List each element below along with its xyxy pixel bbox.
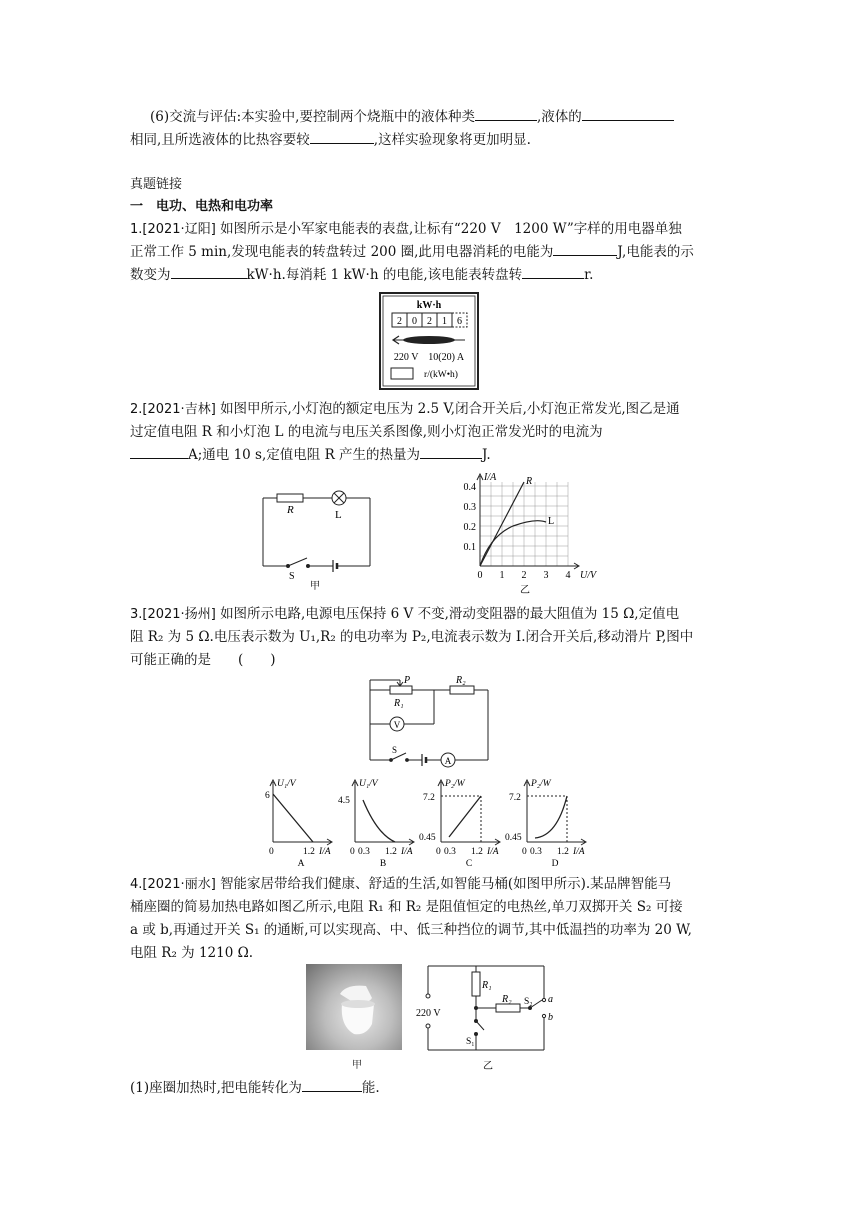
svg-text:2: 2 [521,570,527,581]
meter-rating: 220 V 10(20) A [393,352,465,363]
voltage-label: 220 V [416,1008,441,1019]
svg-text:S₂: S₂ [524,997,533,1007]
problem-4-q1: (1)座圈加热时,把电能转化为 能. [130,1077,730,1099]
figure-caption: 甲 [310,581,320,590]
problem-1-tag: 1.[2021·辽阳] [130,222,216,237]
ammeter-icon: A [444,756,452,766]
svg-text:7.2: 7.2 [509,793,521,803]
problem-3-line1: 3.[2021·扬州] 如图所示电路,电源电压保持 6 V 不变,滑动变阻器的最大阻值为 15 Ω,定值电 [130,606,680,622]
svg-text:0.1: 0.1 [463,542,476,553]
answer-blank[interactable] [475,106,537,121]
svg-text:P: P [404,675,411,686]
svg-text:0.45: 0.45 [505,833,522,843]
problem-2-line2: 过定值电阻 R 和小灯泡 L 的电流与电压关系图像,则小灯泡正常发光时的电流为 [130,424,603,440]
svg-text:b: b [548,1012,553,1023]
problem-1-line3: 数变为 kW·h.每消耗 1 kW·h 的电能,该电能表转盘转 r. [130,264,730,286]
svg-text:R₂: R₂ [502,994,512,1005]
problem-2-tag: 2.[2021·吉林] [130,402,216,417]
option-c-graph [419,779,500,868]
svg-text:3: 3 [543,570,549,581]
p3-option-graphs [255,776,600,868]
svg-text:D: D [551,859,559,868]
smart-toilet-photo [306,964,402,1050]
section-subtitle: 一 电功、电热和电功率 [130,199,274,214]
svg-text:U/V: U/V [580,570,597,581]
svg-text:1.2: 1.2 [471,847,483,857]
svg-text:a: a [548,994,553,1005]
option-a-graph [265,779,332,868]
svg-text:S: S [392,745,398,755]
problem-3-line2: 阻 R₂ 为 5 Ω.电压表示数为 U₁,R₂ 的电功率为 P₂,电流表示数为 I.闭合开关后,移动滑片 P,图中 [130,629,694,645]
svg-text:0.4: 0.4 [463,482,476,493]
svg-text:1.2: 1.2 [303,847,315,857]
figure-caption: 乙 [520,585,530,596]
figure-caption: 甲 [352,1060,362,1071]
svg-text:A: A [297,859,305,868]
problem-4-tag: 4.[2021·丽水] [130,877,216,892]
answer-blank[interactable] [171,264,247,279]
svg-text:0: 0 [477,570,483,581]
problem-3-line3: 可能正确的是 ( ) [130,652,276,668]
svg-text:2: 2 [427,316,432,327]
answer-blank[interactable] [582,106,674,121]
svg-text:0.45: 0.45 [419,833,436,843]
toilet-icon [306,964,402,1050]
answer-blank[interactable] [310,129,374,144]
circuit-figure-p3 [364,674,494,774]
svg-text:0: 0 [350,847,355,857]
svg-text:0.3: 0.3 [463,502,476,513]
svg-text:S₁: S₁ [466,1037,475,1047]
problem-3-tag: 3.[2021·扬州] [130,607,216,622]
svg-text:1: 1 [499,570,505,581]
svg-text:4: 4 [565,570,571,581]
svg-text:I/A: I/A [487,847,499,857]
lamp-label: L [335,509,342,521]
svg-text:1.2: 1.2 [557,847,569,857]
problem-2-line3: A;通电 10 s,定值电阻 R 产生的热量为 J. [130,444,730,466]
problem-4-line4: 电阻 R₂ 为 1210 Ω. [130,945,254,961]
svg-text:P₂/W: P₂/W [531,779,551,789]
svg-text:2: 2 [397,316,402,327]
answer-blank[interactable] [420,444,482,459]
svg-text:R₁: R₁ [482,980,492,991]
svg-text:C: C [465,859,473,868]
answer-blank[interactable] [130,444,188,459]
svg-text:0: 0 [412,316,417,327]
svg-text:U₁/V: U₁/V [359,779,378,789]
circuit-figure-yi [412,958,562,1072]
option-b-graph [338,779,414,868]
voltmeter-icon: V [393,720,401,730]
svg-text:1: 1 [442,316,447,327]
svg-text:0.3: 0.3 [444,847,456,857]
svg-text:B: B [379,859,387,868]
svg-text:4.5: 4.5 [338,796,350,806]
svg-text:L: L [548,516,555,527]
iu-graph-yi [450,470,610,596]
electric-meter-figure [379,292,479,390]
svg-text:0: 0 [269,847,274,857]
svg-text:0.2: 0.2 [463,522,476,533]
svg-text:I/A: I/A [401,847,413,857]
section-title: 真题链接 [130,177,183,192]
svg-text:I/A: I/A [484,472,497,483]
svg-text:P₂/W: P₂/W [445,779,465,789]
svg-text:I/A: I/A [573,847,585,857]
resistor-label: R [287,504,294,516]
meter-rev-unit: r/(kW•h) [424,370,458,380]
svg-text:R₂: R₂ [456,675,466,686]
problem-4-line1: 4.[2021·丽水] 智能家居带给我们健康、舒适的生活,如智能马桶(如图甲所示).某品牌智能马 [130,876,672,892]
answer-blank[interactable] [522,264,584,279]
svg-text:I/A: I/A [319,847,331,857]
q6-line2: 相同,且所选液体的比热容要较 ,这样实验现象将更加明显. [130,129,730,151]
svg-text:R₁: R₁ [394,698,404,709]
svg-text:0.3: 0.3 [358,847,370,857]
svg-text:6: 6 [265,791,270,801]
answer-blank[interactable] [553,241,617,256]
svg-text:0: 0 [522,847,527,857]
meter-unit: kW·h [416,300,442,311]
svg-text:R: R [526,476,533,487]
svg-text:6: 6 [457,316,462,327]
svg-text:1.2: 1.2 [385,847,397,857]
svg-text:0.3: 0.3 [530,847,542,857]
problem-4-line2: 桶座圈的简易加热电路如图乙所示,电阻 R₁ 和 R₂ 是阻值恒定的电热丝,单刀双掷开关 S₂ 可接 [130,899,683,915]
problem-1-line2: 正常工作 5 min,发现电能表的转盘转过 200 圈,此用电器消耗的电能为 J,电能表的示 [130,241,730,263]
option-d-graph [505,779,586,868]
svg-text:0: 0 [436,847,441,857]
problem-4-line3: a 或 b,再通过开关 S₁ 的通断,可以实现高、中、低三种挡位的调节,其中低温挡的功率为 20 W, [130,922,692,938]
problem-2-line1: 2.[2021·吉林] 如图甲所示,小灯泡的额定电压为 2.5 V,闭合开关后,小灯泡正常发光,图乙是通 [130,401,680,417]
svg-text:U₁/V: U₁/V [277,779,296,789]
switch-label: S [289,571,295,582]
q6-line1: (6)交流与评估:本实验中,要控制两个烧瓶中的液体种类 ,液体的 [150,106,750,128]
answer-blank[interactable] [302,1077,362,1092]
circuit-figure-jia [255,478,380,590]
problem-1-line1: 1.[2021·辽阳] 如图所示是小军家电能表的表盘,让标有“220 V 1200 W”字样的用电器单独 [130,221,682,237]
figure-caption: 乙 [483,1061,493,1072]
svg-text:7.2: 7.2 [423,793,435,803]
